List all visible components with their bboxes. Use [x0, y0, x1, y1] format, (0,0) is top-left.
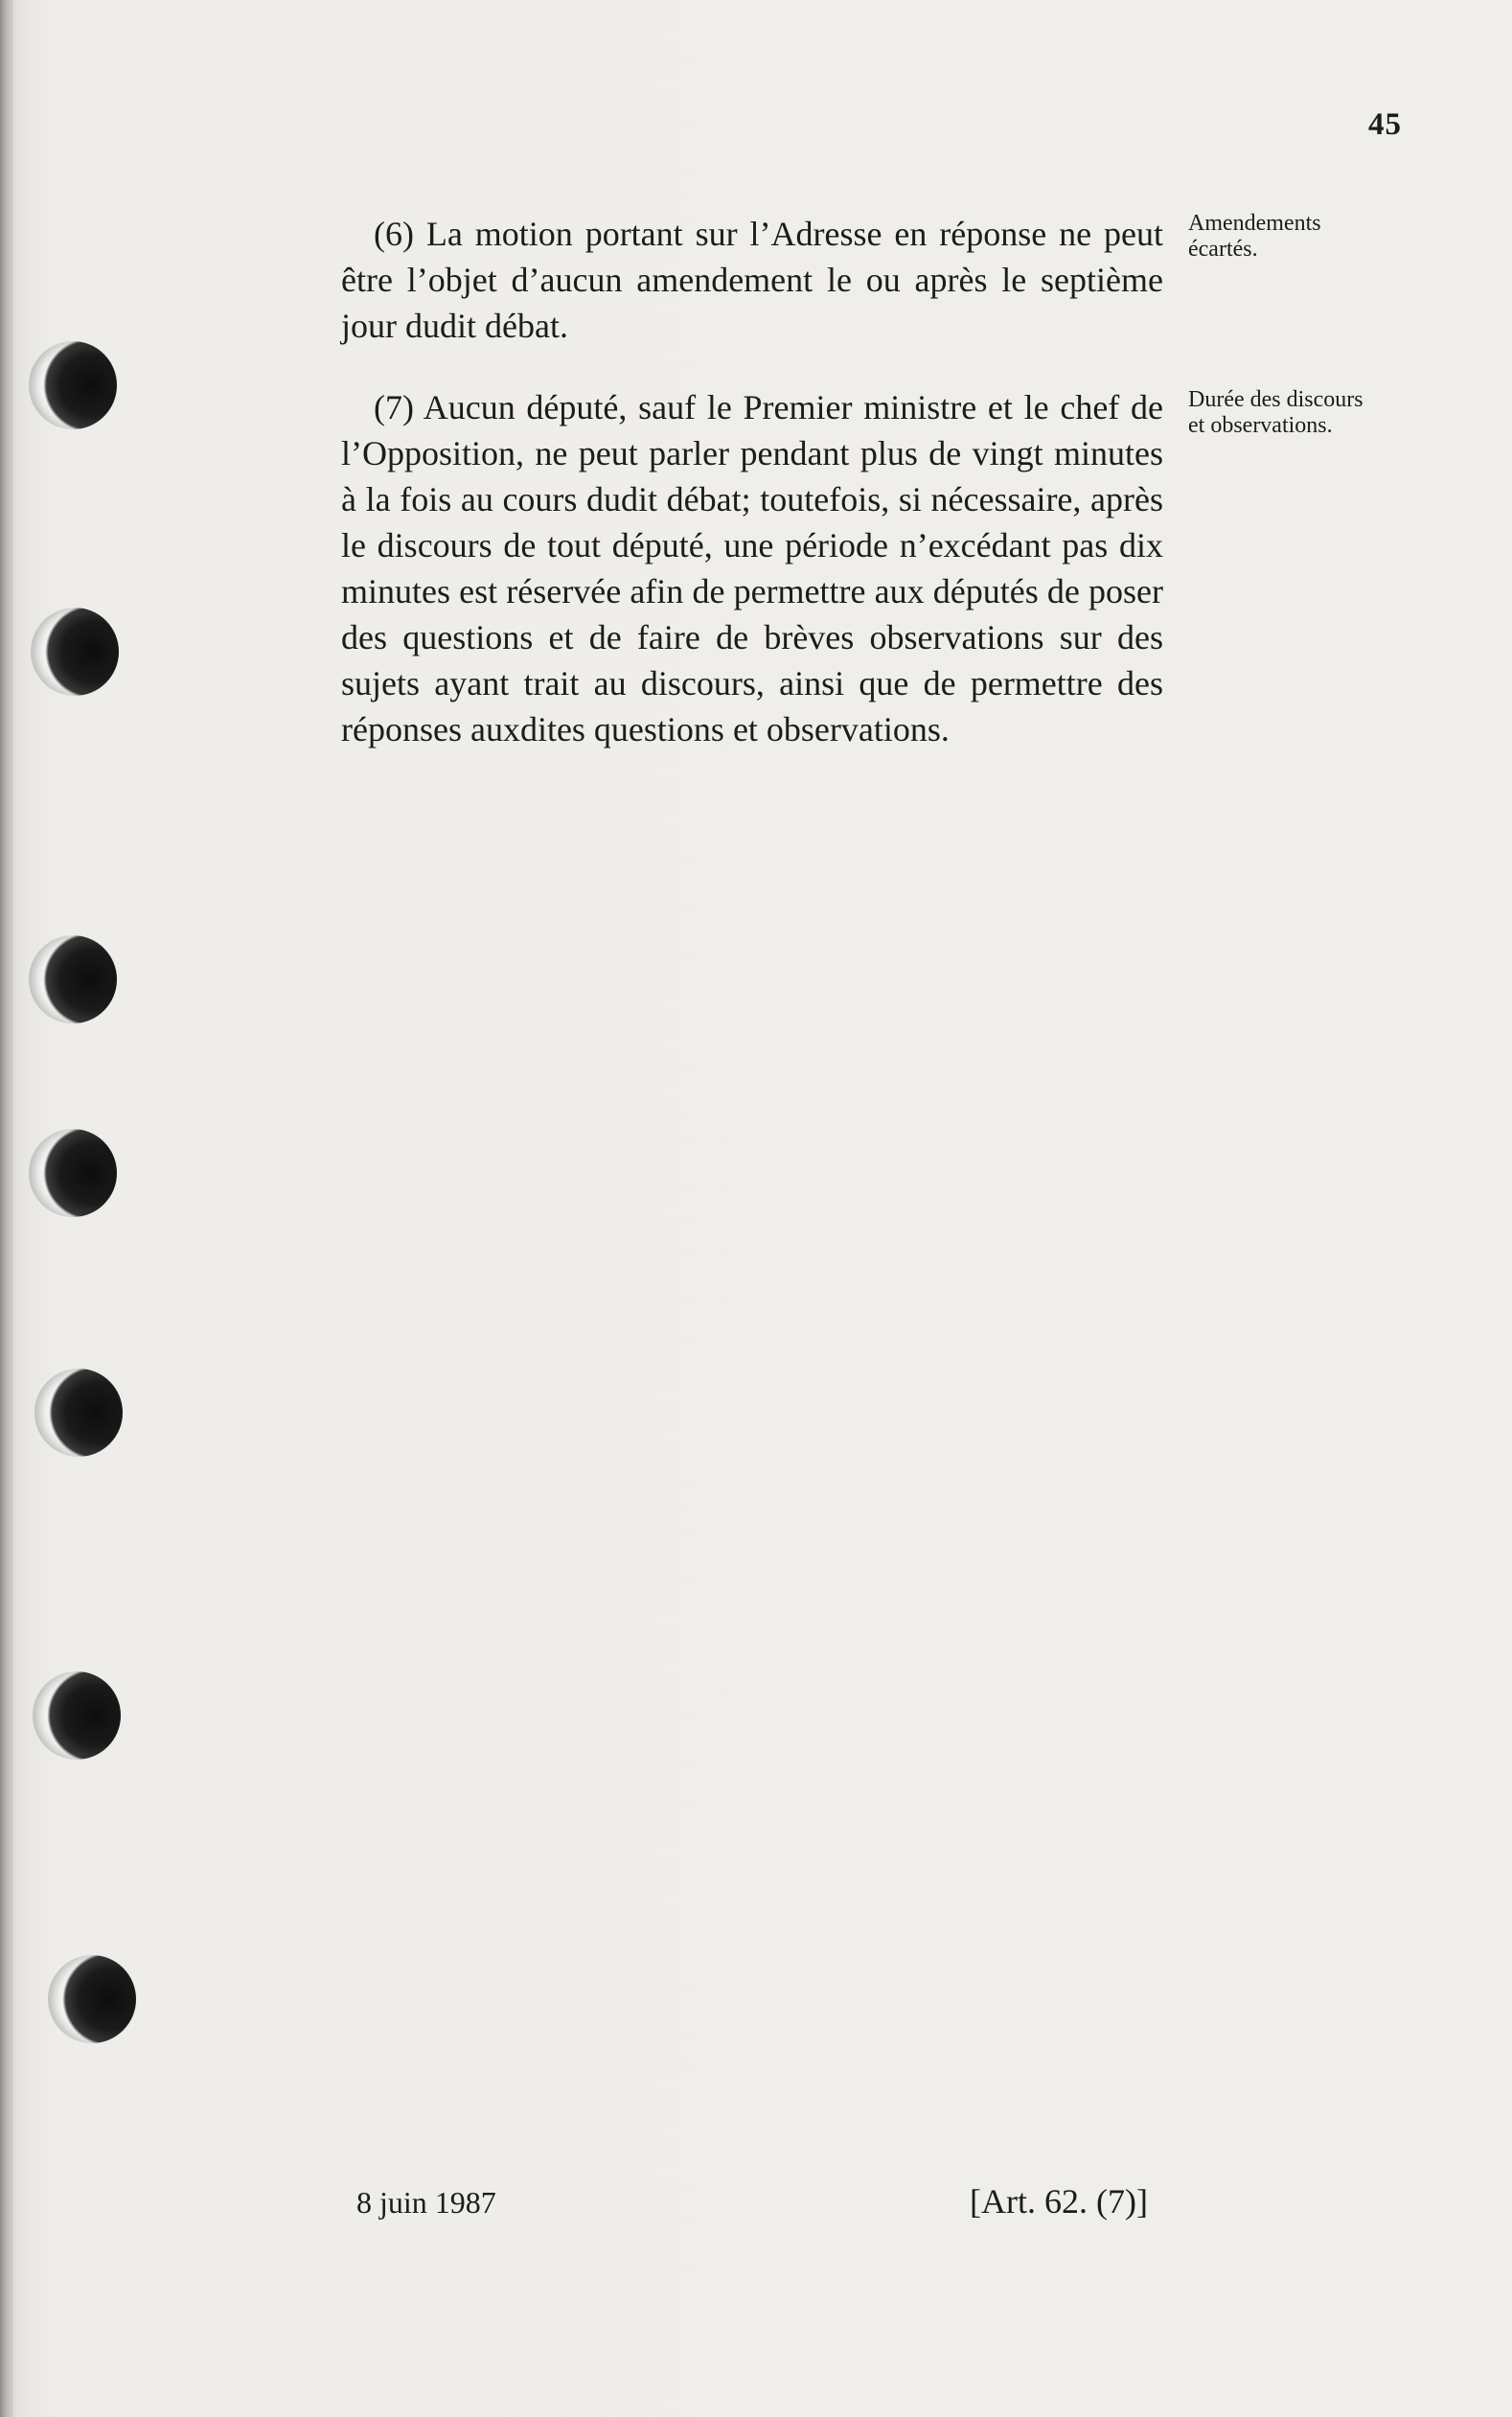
- footer-article-reference: [Art. 62. (7)]: [970, 2182, 1148, 2221]
- margin-note-amendements: Amendements écartés.: [1188, 211, 1321, 262]
- paragraph-7: (7) Aucun député, sauf le Premier ministre et le chef de l’Opposition, ne peut parler pendant plus de vingt minutes à la fois au cours dudit débat; toutefois, si nécessaire, après le discours de tout député, une période n’excédant pas dix minutes est réservée afin de permettre aux députés de poser des questions et de faire de brèves observations sur des sujets ayant trait au discours, ainsi que de permettre des réponses auxdites questions et observations.: [341, 388, 1163, 748]
- punch-hole-2: [31, 608, 119, 696]
- punch-hole-1: [29, 341, 117, 429]
- page-number: 45: [1368, 107, 1402, 142]
- punch-hole-3: [29, 935, 117, 1024]
- paragraph-6: (6) La motion portant sur l’Adresse en réponse ne peut être l’objet d’aucun amendement le ou après le septième jour dudit débat.: [341, 215, 1163, 345]
- binding-edge: [0, 0, 13, 2417]
- punch-hole-5: [34, 1369, 123, 1457]
- punch-hole-4: [29, 1129, 117, 1217]
- punch-hole-7: [48, 1955, 136, 2043]
- punch-hole-6: [33, 1671, 121, 1760]
- margin-note-duree: Durée des discours et observations.: [1188, 387, 1363, 438]
- footer-date: 8 juin 1987: [356, 2185, 496, 2220]
